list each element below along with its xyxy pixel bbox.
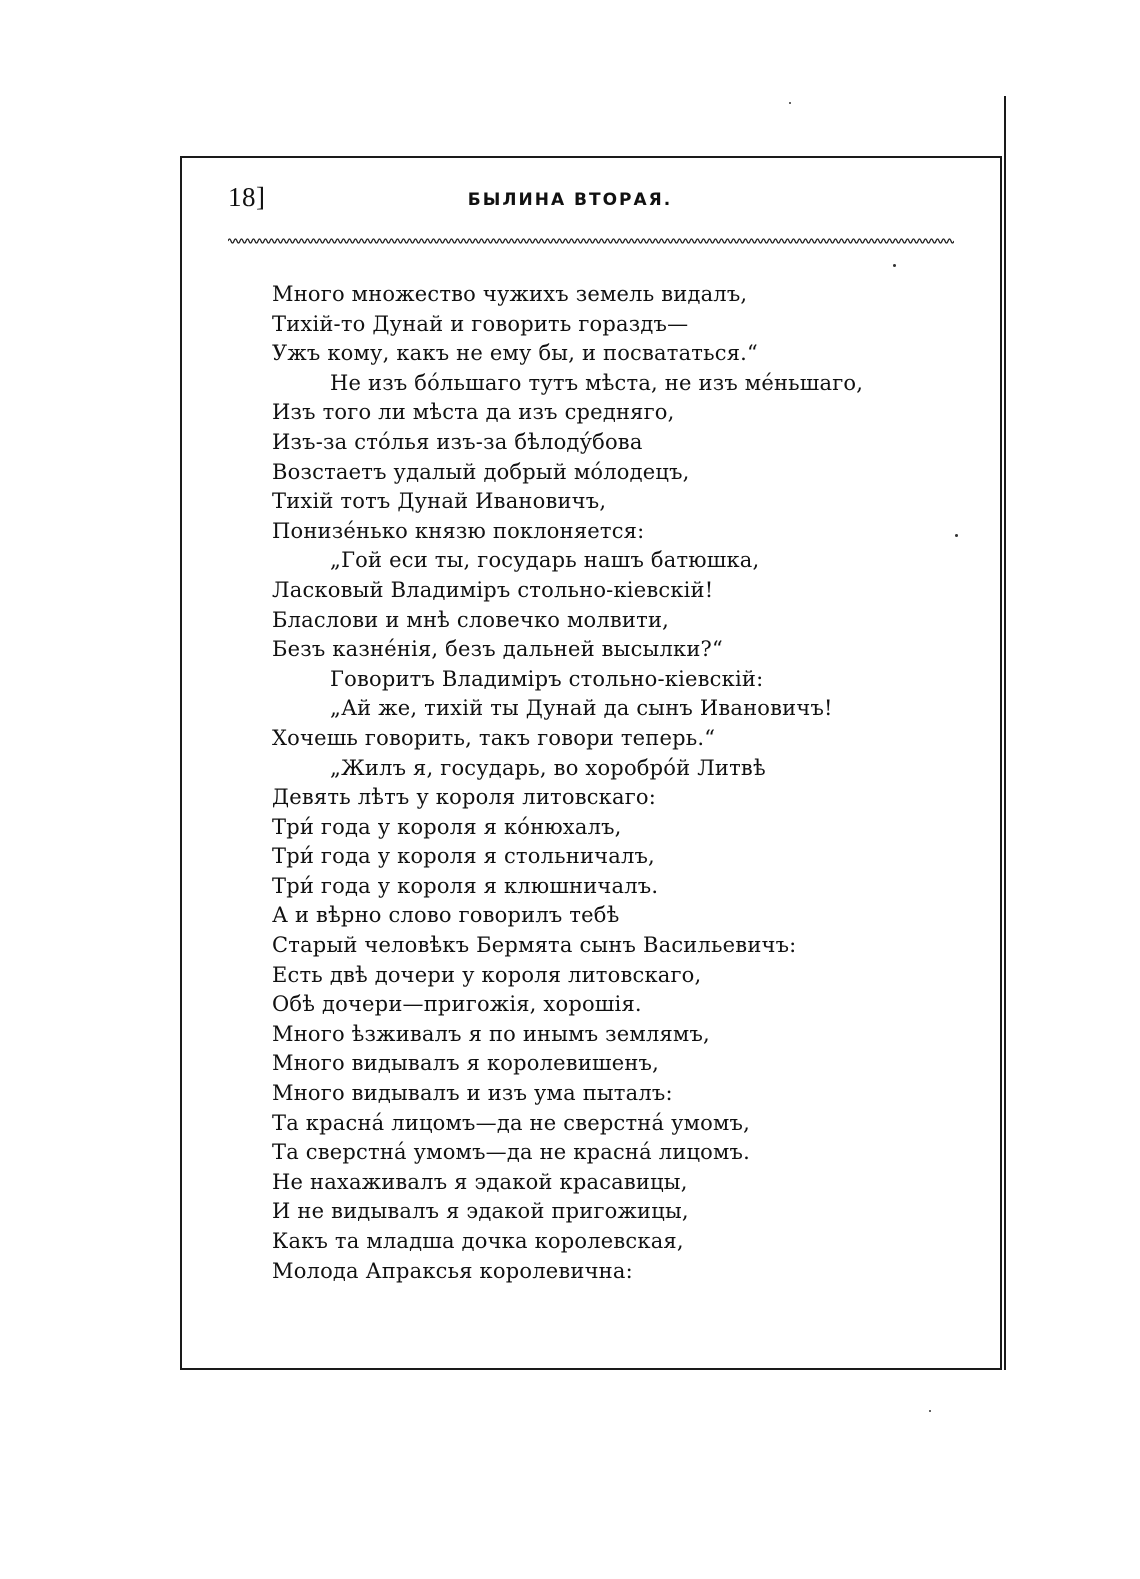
poem-line: И не видывалъ я эдакой пригожицы, <box>272 1199 689 1224</box>
poem-line: „Гой еси ты, государь нашъ батюшка, <box>330 548 760 573</box>
poem-line: Не нахаживалъ я эдакой красавицы, <box>272 1169 688 1194</box>
print-speck <box>955 534 958 537</box>
poem-line: Говоритъ Владиміръ стольно-кіевскій: <box>330 666 764 691</box>
poem-line: Обѣ дочери—пригожія, хорошія. <box>272 992 642 1017</box>
poem-line: Много видывалъ я королевишенъ, <box>272 1051 659 1076</box>
running-head: БЫЛИНА ВТОРАЯ. <box>467 190 673 210</box>
poem-line: Много ѣзживалъ я по инымъ землямъ, <box>272 1021 710 1046</box>
poem-line: Три́ года у короля я стольничалъ, <box>272 844 655 869</box>
poem-line: Ужъ кому, какъ не ему бы, и посвататься.“ <box>272 341 758 366</box>
poem-line: „Ай же, тихій ты Дунай да сынъ Ивановичъ! <box>330 696 833 721</box>
poem-line: Бласлови и мнѣ словечко молвити, <box>272 607 670 632</box>
poem-line: Ласковый Владиміръ стольно-кіевскій! <box>272 577 714 602</box>
poem-line: Молода Апраксья королевична: <box>272 1258 633 1283</box>
print-speck <box>929 1410 931 1412</box>
poem-line: Тихій-то Дунай и говорить гораздъ— <box>272 311 689 336</box>
poem-line: Изъ того ли мѣста да изъ средняго, <box>272 400 675 425</box>
wavy-rule <box>228 234 954 248</box>
poem-line: Та красна́ лицомъ—да не сверстна́ умомъ, <box>272 1110 750 1135</box>
poem-line: Старый человѣкъ Бермята сынъ Васильевичъ: <box>272 933 797 958</box>
poem-line: А и вѣрно слово говорилъ тебѣ <box>272 903 620 928</box>
poem-line: Много видывалъ и изъ ума пыталъ: <box>272 1081 673 1106</box>
poem-text <box>272 280 982 1286</box>
poem-line: Безъ казне́нія, безъ дальней высылки?“ <box>272 637 723 662</box>
poem-line: Хочешь говорить, такъ говори теперь.“ <box>272 725 716 750</box>
print-speck <box>789 102 791 104</box>
page-number: 18] <box>228 182 266 212</box>
poem-line: Какъ та младша дочка королевская, <box>272 1229 684 1253</box>
right-margin-rule <box>1004 96 1006 1370</box>
poem-line: Есть двѣ дочери у короля литовскаго, <box>272 962 702 987</box>
poem-line: Та сверстна́ умомъ—да не красна́ лицомъ. <box>272 1140 750 1165</box>
poem-line: Три́ года у короля я клюшничалъ. <box>272 873 659 898</box>
poem-line: Три́ года у короля я ко́нюхалъ, <box>272 814 622 839</box>
poem-line: Девять лѣтъ у короля литовскаго: <box>272 785 657 810</box>
poem-line: Изъ-за сто́лья изъ-за бѣлоду́бова <box>272 429 643 454</box>
poem-line: Возстаетъ удалый добрый мо́лодецъ, <box>272 459 690 484</box>
print-speck <box>893 264 896 267</box>
poem-line: Тихій тотъ Дунай Ивановичъ, <box>272 489 607 514</box>
poem-line: Понизе́нько князю поклоняется: <box>272 518 645 543</box>
poem-line: „Жилъ я, государь, во хоробро́й Литвѣ <box>330 755 766 780</box>
poem-line: Не изъ бо́льшаго тутъ мѣста, не изъ ме́ньшаго, <box>330 370 864 395</box>
poem-line: Много множество чужихъ земель видалъ, <box>272 282 748 306</box>
